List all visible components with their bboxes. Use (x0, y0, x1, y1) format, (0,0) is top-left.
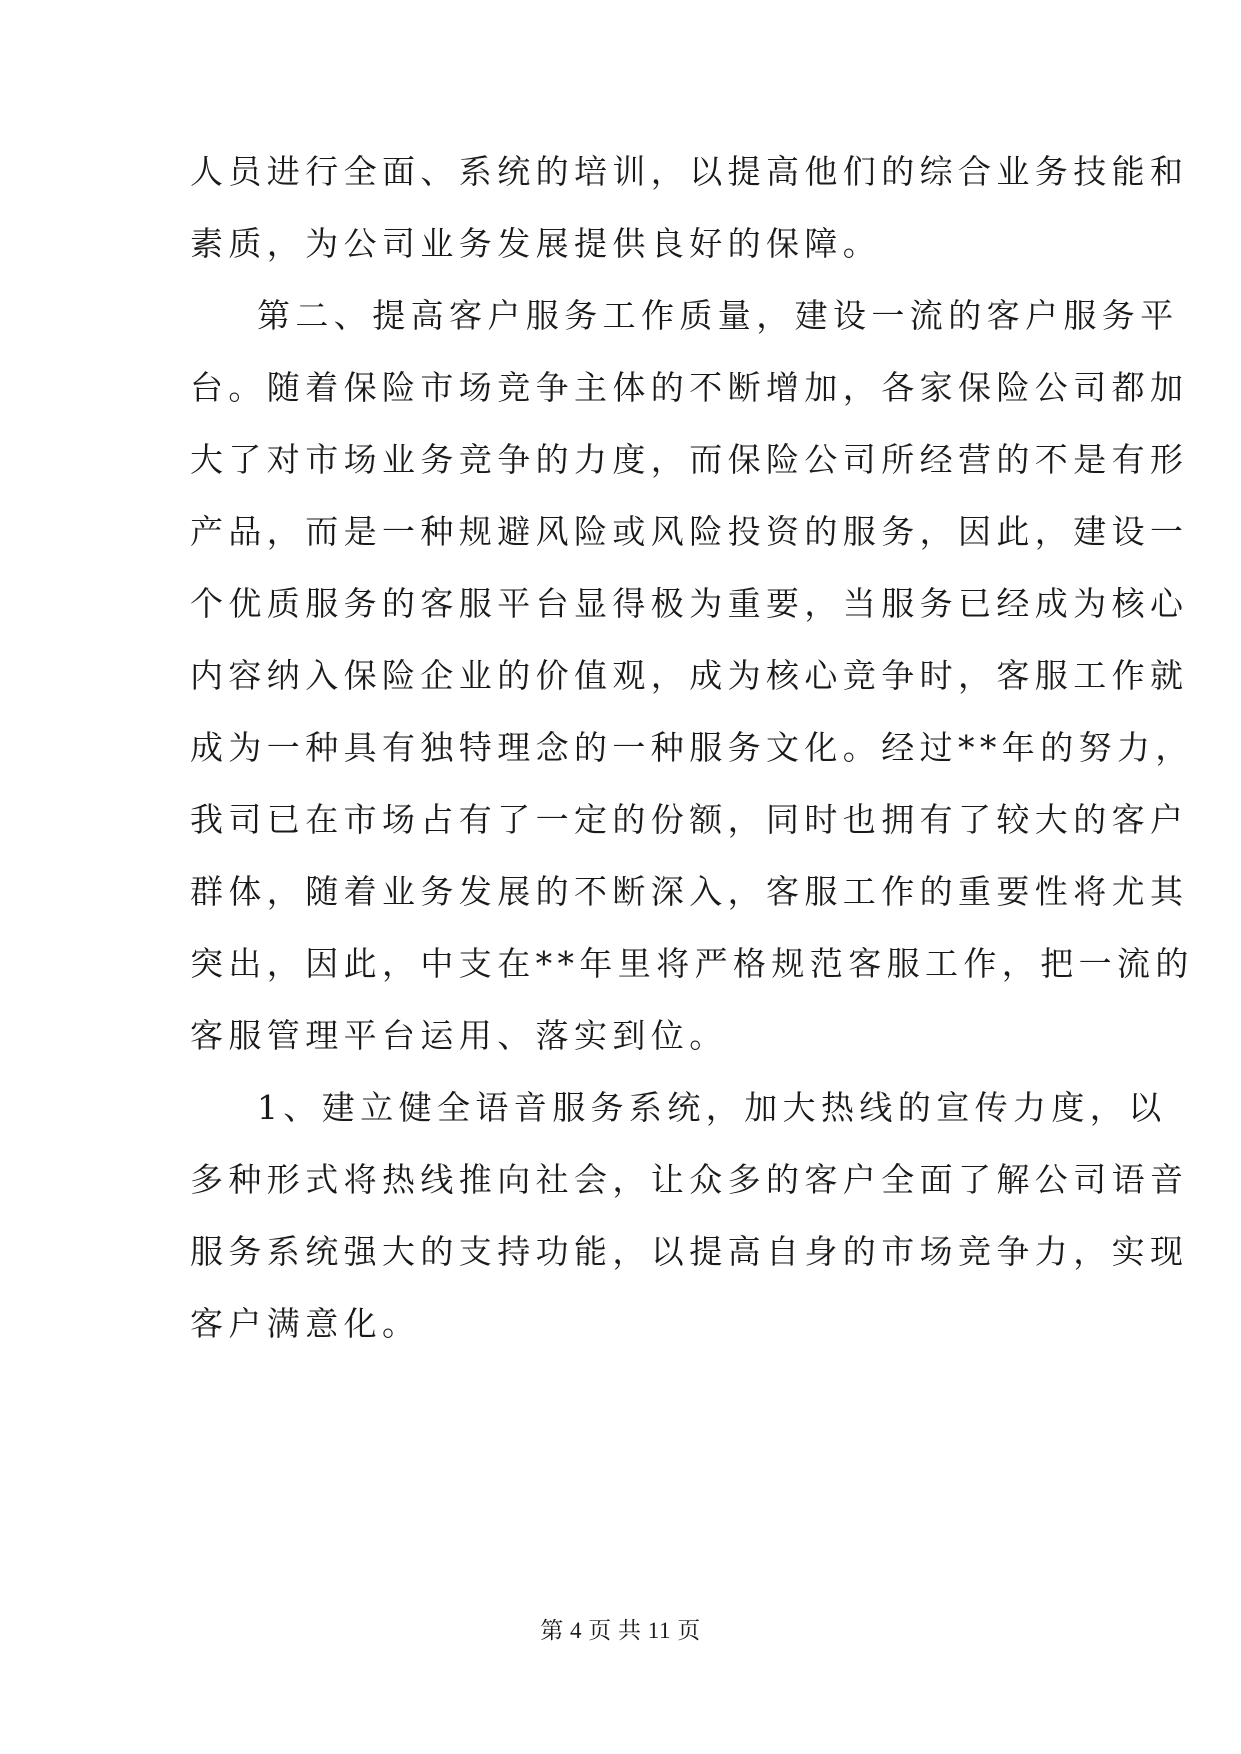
paragraph-line: 内容纳入保险企业的价值观，成为核心竞争时，客服工作就 (190, 656, 1189, 695)
paragraph-line: 台。随着保险市场竞争主体的不断增加，各家保险公司都加 (190, 368, 1189, 407)
paragraph-line: 群体，随着业务发展的不断深入，客服工作的重要性将尤其 (190, 872, 1189, 911)
page-footer: 第 4 页 共 11 页 (540, 1618, 701, 1643)
paragraph-line: 产品，而是一种规避风险或风险投资的服务，因此，建设一 (190, 512, 1189, 551)
paragraph-line: 客服管理平台运用、落实到位。 (190, 1016, 728, 1055)
paragraph-line: 第二、提高客户服务工作质量，建设一流的客户服务平 (257, 296, 1179, 335)
paragraph-line: 服务系统强大的支持功能，以提高自身的市场竞争力，实现 (190, 1232, 1189, 1271)
paragraph-line: 素质，为公司业务发展提供良好的保障。 (190, 224, 882, 263)
paragraph-line: 个优质服务的客服平台显得极为重要，当服务已经成为核心 (190, 584, 1189, 623)
paragraph-line: 客户满意化。 (190, 1304, 421, 1343)
paragraph-line: 我司已在市场占有了一定的份额，同时也拥有了较大的客户 (190, 800, 1189, 839)
paragraph-line: 1、建立健全语音服务系统，加大热线的宣传力度，以 (257, 1088, 1167, 1127)
paragraph-line: 多种形式将热线推向社会，让众多的客户全面了解公司语音 (190, 1160, 1189, 1199)
paragraph-line: 大了对市场业务竞争的力度，而保险公司所经营的不是有形 (190, 440, 1189, 479)
paragraph-line: 突出，因此，中支在**年里将严格规范客服工作，把一流的 (190, 944, 1194, 983)
paragraph-line: 人员进行全面、系统的培训，以提高他们的综合业务技能和 (190, 152, 1189, 191)
paragraph-line: 成为一种具有独特理念的一种服务文化。经过**年的努力， (190, 728, 1194, 767)
